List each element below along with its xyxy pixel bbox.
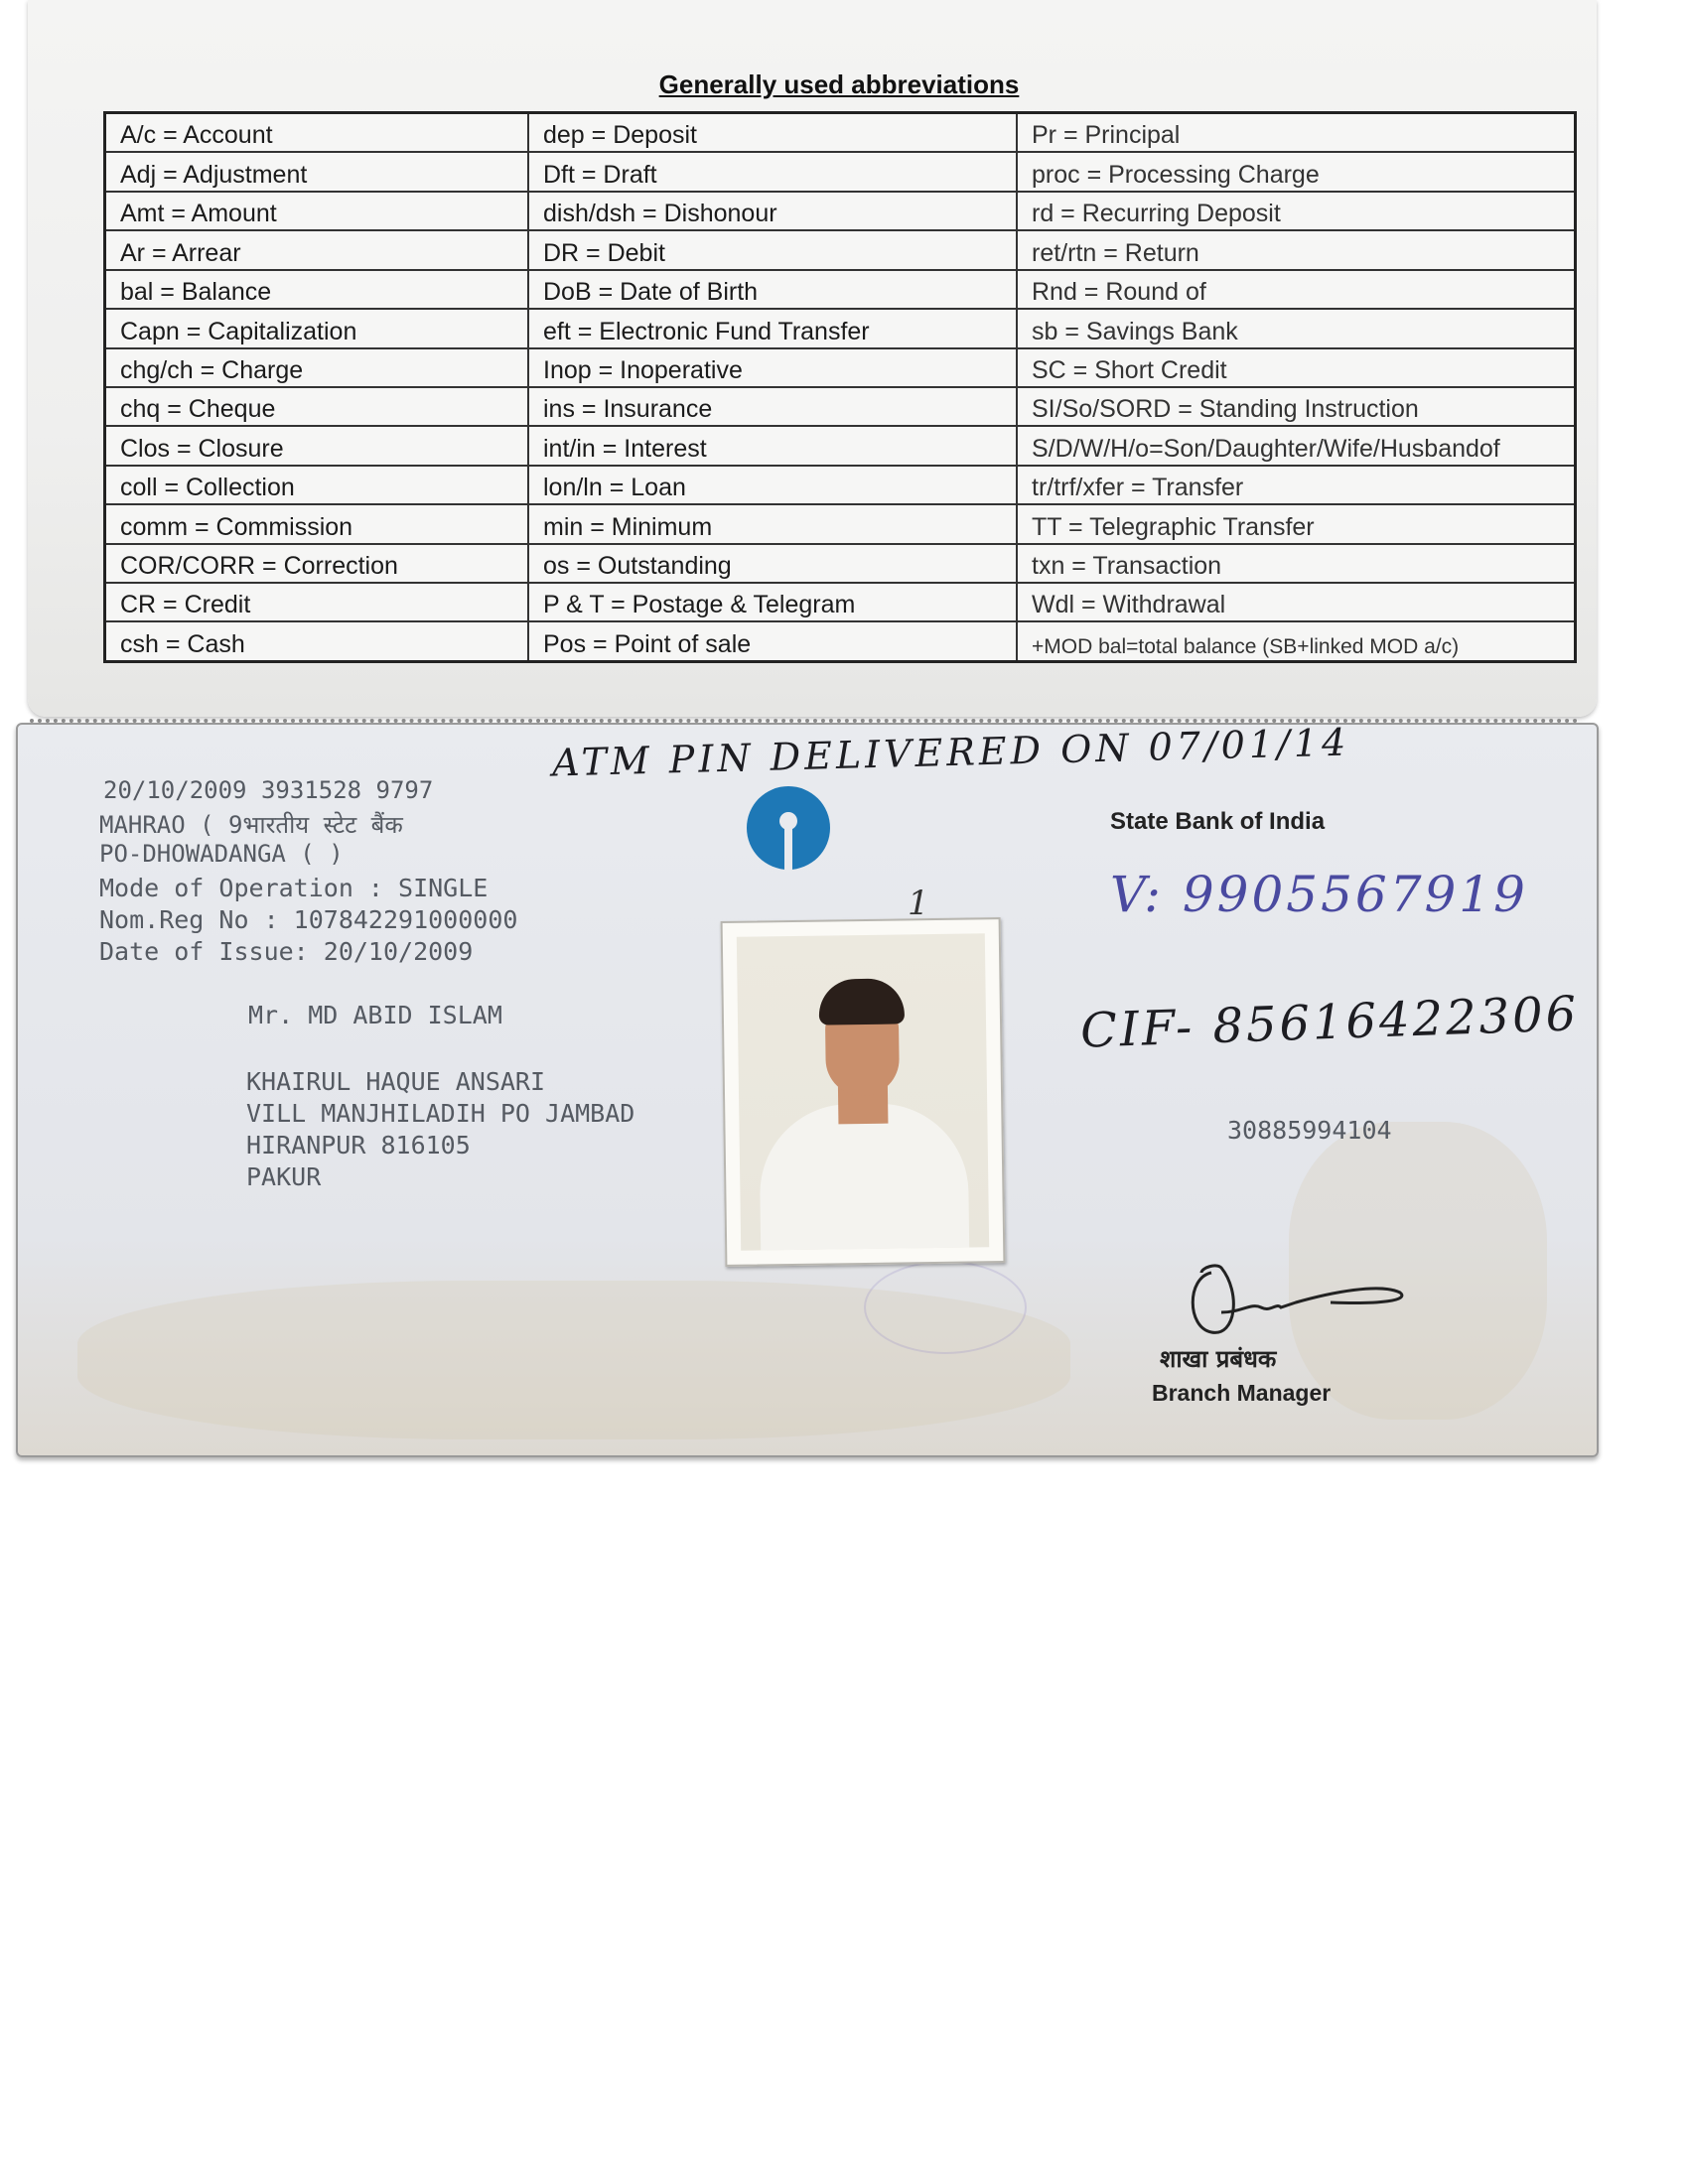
- abbreviation-cell: Dft = Draft: [529, 153, 1016, 192]
- account-holder-name: Mr. MD ABID ISLAM: [248, 1001, 502, 1029]
- abbreviation-cell: Capn = Capitalization: [106, 310, 527, 348]
- abbreviation-cell: eft = Electronic Fund Transfer: [529, 310, 1016, 348]
- abbreviation-cell: coll = Collection: [106, 467, 527, 505]
- date-of-issue: Date of Issue: 20/10/2009: [99, 937, 474, 966]
- abbreviation-cell: comm = Commission: [106, 505, 527, 544]
- abbreviations-table: [103, 111, 1577, 663]
- abbreviation-cell: lon/ln = Loan: [529, 467, 1016, 505]
- branch-manager-signature: [1182, 1253, 1410, 1342]
- nomination-reg-no: Nom.Reg No : 107842291000000: [99, 905, 518, 934]
- abbreviations-column-2: [529, 114, 1018, 660]
- po-line: PO-DHOWADANGA ( ): [99, 840, 344, 868]
- handwritten-mark: 1: [908, 884, 929, 923]
- header-line: 20/10/2009 3931528 9797: [103, 776, 434, 804]
- abbreviation-cell: os = Outstanding: [529, 545, 1016, 584]
- address-line: KHAIRUL HAQUE ANSARI: [246, 1067, 546, 1096]
- abbreviation-cell: min = Minimum: [529, 505, 1016, 544]
- abbreviation-cell: SI/So/SORD = Standing Instruction: [1018, 388, 1574, 427]
- abbreviation-cell: Pr = Principal: [1018, 114, 1574, 153]
- handwritten-phone: V: 9905567919: [1110, 866, 1528, 923]
- handwritten-cif: CIF- 85616422306: [1079, 986, 1581, 1059]
- abbreviation-cell: Rnd = Round of: [1018, 271, 1574, 310]
- handwritten-atm-note: ATM PIN DELIVERED ON 07/01/14: [551, 720, 1350, 785]
- abbreviation-cell: A/c = Account: [106, 114, 527, 153]
- bank-name: State Bank of India: [1110, 808, 1326, 835]
- abbreviation-cell: Pos = Point of sale: [543, 629, 752, 658]
- abbreviation-cell: +MOD bal=total balance (SB+linked MOD a/c): [1032, 634, 1460, 658]
- abbreviation-cell: rd = Recurring Deposit: [1018, 193, 1574, 231]
- branch-manager-hindi: शाखा प्रबंधक: [1160, 1345, 1277, 1373]
- abbreviation-cell: Adj = Adjustment: [106, 153, 527, 192]
- abbreviation-cell: Inop = Inoperative: [529, 349, 1016, 388]
- abbreviation-cell: Wdl = Withdrawal: [1018, 584, 1574, 622]
- passport-photo: [721, 917, 1006, 1267]
- abbreviation-cell: csh = Cash: [120, 629, 245, 658]
- abbreviation-cell: DR = Debit: [529, 231, 1016, 270]
- abbreviation-cell: sb = Savings Bank: [1018, 310, 1574, 348]
- abbreviation-cell: int/in = Interest: [529, 427, 1016, 466]
- abbreviation-cell: ret/rtn = Return: [1018, 231, 1574, 270]
- address-line: HIRANPUR 816105: [246, 1131, 471, 1160]
- abbreviation-cell: chg/ch = Charge: [106, 349, 527, 388]
- abbreviations-column-3: [1018, 114, 1574, 660]
- abbreviation-cell: S/D/W/H/o=Son/Daughter/Wife/Husbandof: [1018, 427, 1574, 466]
- abbreviation-cell: COR/CORR = Correction: [106, 545, 527, 584]
- abbreviation-cell: SC = Short Credit: [1018, 349, 1574, 388]
- abbreviations-title: Generally used abbreviations: [658, 69, 1020, 99]
- abbreviation-cell: TT = Telegraphic Transfer: [1018, 505, 1574, 544]
- abbreviation-cell: ins = Insurance: [529, 388, 1016, 427]
- abbreviation-cell: Ar = Arrear: [106, 231, 527, 270]
- address-line: VILL MANJHILADIH PO JAMBAD: [246, 1099, 635, 1128]
- abbreviation-cell: dish/dsh = Dishonour: [529, 193, 1016, 231]
- mode-of-operation: Mode of Operation : SINGLE: [99, 874, 489, 902]
- abbreviation-cell: tr/trf/xfer = Transfer: [1018, 467, 1574, 505]
- abbreviation-cell: Amt = Amount: [106, 193, 527, 231]
- abbreviation-cell: chq = Cheque: [106, 388, 527, 427]
- abbreviation-cell: proc = Processing Charge: [1018, 153, 1574, 192]
- address-line: PAKUR: [246, 1162, 322, 1191]
- abbreviation-cell: dep = Deposit: [529, 114, 1016, 153]
- branch-line: MAHRAO ( 9भारतीय स्टेट बैंक: [99, 811, 403, 839]
- account-number: 30885994104: [1227, 1116, 1392, 1145]
- abbreviation-cell: DoB = Date of Birth: [529, 271, 1016, 310]
- abbreviation-cell: txn = Transaction: [1018, 545, 1574, 584]
- branch-manager-label: Branch Manager: [1152, 1380, 1332, 1406]
- abbreviation-cell: CR = Credit: [106, 584, 527, 622]
- sbi-logo-icon: [747, 786, 830, 870]
- faded-stamp: [864, 1261, 1027, 1354]
- address-block: [246, 1066, 634, 1193]
- abbreviation-cell: P & T = Postage & Telegram: [529, 584, 1016, 622]
- abbreviations-column-1: [106, 114, 529, 660]
- abbreviation-cell: Clos = Closure: [106, 427, 527, 466]
- abbreviation-cell: bal = Balance: [106, 271, 527, 310]
